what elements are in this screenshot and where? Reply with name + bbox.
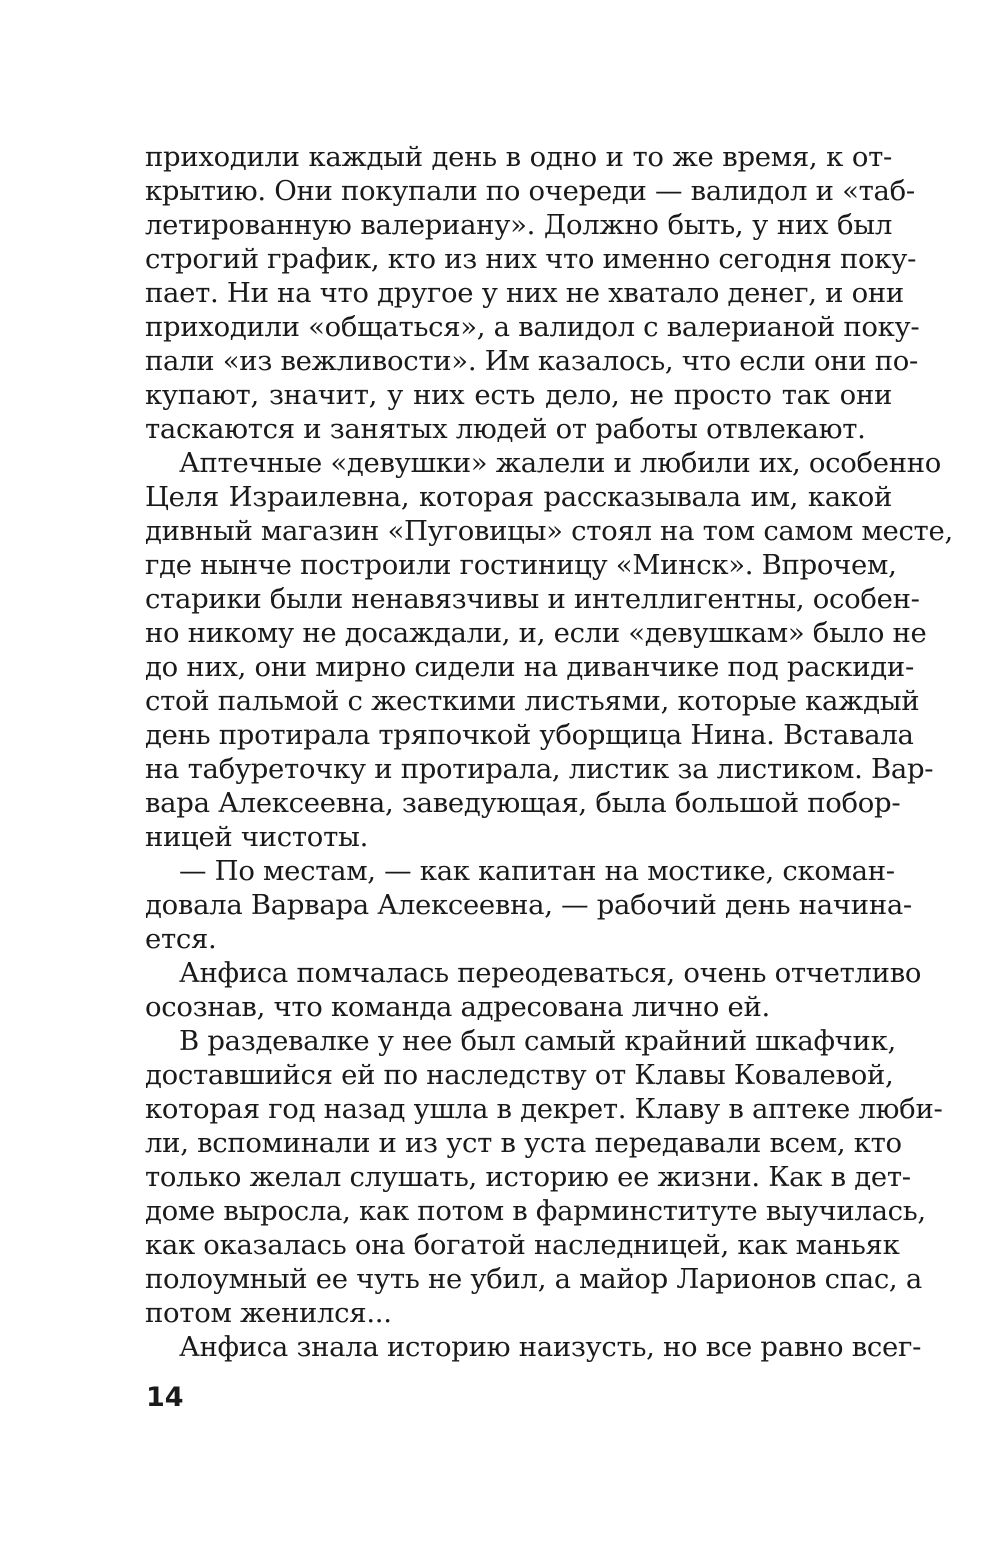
text-line: день протирала тряпочкой уборщица Нина. Вставала: [145, 719, 914, 751]
text-line: осознав, что команда адресована лично ей.: [145, 991, 770, 1023]
text-line: только желал слушать, историю ее жизни. Как в дет-: [145, 1161, 911, 1193]
text-line: дивный магазин «Пуговицы» стоял на том самом месте,: [145, 515, 953, 547]
text-line: Анфиса знала историю наизусть, но все равно всег-: [179, 1331, 922, 1363]
text-line: довала Варвара Алексеевна, — рабочий день начина-: [145, 889, 912, 921]
text-line: Аптечные «девушки» жалели и любили их, особенно: [179, 447, 942, 479]
text-line: строгий график, кто из них что именно сегодня поку-: [145, 243, 917, 275]
text-line: Анфиса помчалась переодеваться, очень отчетливо: [179, 957, 922, 989]
text-line: полоумный ее чуть не убил, а майор Ларионов спас, а: [145, 1263, 922, 1295]
text-line: на табуреточку и протирала, листик за листиком. Вар-: [145, 753, 934, 785]
text-line: но никому не досаждали, и, если «девушкам» было не: [145, 617, 927, 649]
text-line: доставшийся ей по наследству от Клавы Ковалевой,: [145, 1059, 894, 1091]
text-line: которая год назад ушла в декрет. Клаву в аптеке люби-: [145, 1093, 943, 1125]
text-line: ницей чистоты.: [145, 821, 369, 853]
text-line: таскаются и занятых людей от работы отвлекают.: [145, 413, 866, 445]
body-text: [145, 140, 953, 1364]
text-line: ется.: [145, 923, 217, 955]
text-line: где нынче построили гостиницу «Минск». Впрочем,: [145, 549, 897, 581]
page-number: 14: [146, 1382, 184, 1413]
text-line: летированную валериану». Должно быть, у них был: [145, 209, 892, 241]
text-line: приходили каждый день в одно и то же время, к от-: [145, 141, 892, 173]
text-line: как оказалась она богатой наследницей, как маньяк: [145, 1229, 900, 1261]
text-line: В раздевалке у нее был самый крайний шкафчик,: [179, 1025, 896, 1057]
text-line: стой пальмой с жесткими листьями, которые каждый: [145, 685, 920, 717]
text-line: доме выросла, как потом в фарминституте выучилась,: [145, 1195, 926, 1227]
text-line: — По местам, — как капитан на мостике, скоман-: [179, 855, 895, 887]
text-line: до них, они мирно сидели на диванчике под раскиди-: [145, 651, 914, 683]
text-line: потом женился...: [145, 1297, 392, 1329]
text-line: Целя Израилевна, которая рассказывала им, какой: [145, 481, 892, 513]
text-line: пает. Ни на что другое у них не хватало денег, и они: [145, 277, 904, 309]
text-line: пали «из вежливости». Им казалось, что если они по-: [145, 345, 919, 377]
text-line: старики были ненавязчивы и интеллигентны, особен-: [145, 583, 920, 615]
text-line: вара Алексеевна, заведующая, была большой побор-: [145, 787, 901, 819]
text-line: купают, значит, у них есть дело, не просто так они: [145, 379, 892, 411]
text-line: ли, вспоминали и из уст в уста передавали всем, кто: [145, 1127, 902, 1159]
text-line: крытию. Они покупали по очереди — валидол и «таб-: [145, 175, 915, 207]
text-line: приходили «общаться», а валидол с валерианой поку-: [145, 311, 920, 343]
